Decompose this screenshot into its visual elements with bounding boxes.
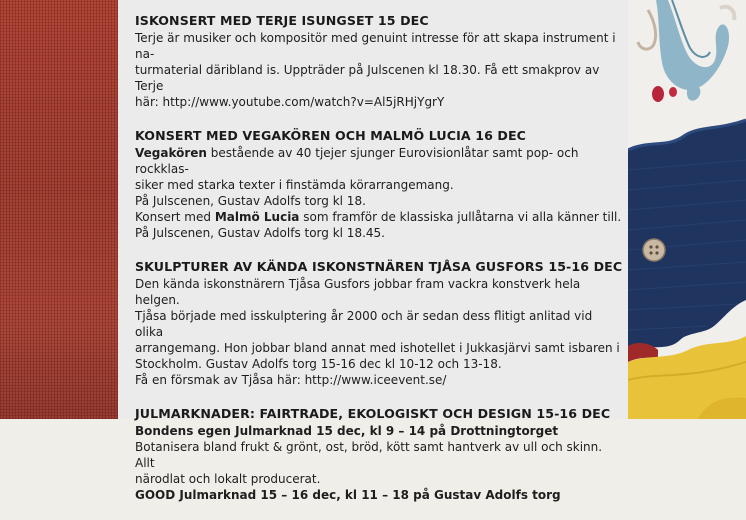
body-line: På Julscenen, Gustav Adolfs torg kl 18.45.	[135, 226, 385, 240]
subheading	[135, 423, 623, 439]
event-section	[135, 12, 623, 110]
body-text: Konsert med	[135, 210, 215, 224]
performer-name: Malmö Lucia	[214, 210, 300, 224]
section-heading: KONSERT MED VEGAKÖREN OCH MALMÖ LUCIA 16 DEC	[135, 128, 527, 143]
body-line: Den kända iskonstnärern Tjåsa Gusfors jobbar fram vackra konstverk hela helgen.	[135, 277, 581, 307]
market-title: GOOD Julmarknad 15 – 16 dec, kl 11 – 18 på Gustav Adolfs torg	[135, 488, 561, 502]
body-line-with-link[interactable]: Få en försmak av Tjåsa här: http://www.iceevent.se/	[135, 373, 447, 387]
body-line	[135, 145, 623, 177]
event-section	[135, 127, 623, 241]
section-heading: JULMARKNADER: FAIRTRADE, EKOLOGISKT OCH DESIGN 15-16 DEC	[135, 406, 611, 421]
collage-artwork	[628, 0, 746, 419]
event-section	[135, 258, 623, 388]
collage-artwork-svg	[628, 0, 746, 419]
body-line: Tjåsa började med isskulptering år 2000 och är sedan dess flitigt anlitad vid olika	[135, 309, 593, 339]
red-fabric-decoration	[0, 0, 118, 419]
body-text: som framför de klassiska jullåtarna vi alla känner till.	[299, 210, 622, 224]
body-line: På Julscenen, Gustav Adolfs torg kl 18.	[135, 194, 366, 208]
subheading	[135, 487, 623, 503]
body-line	[135, 209, 623, 225]
section-heading: ISKONSERT MED TERJE ISUNGSET 15 DEC	[135, 13, 429, 28]
section-heading: SKULPTURER AV KÄNDA ISKONSTNÄREN TJÅSA GUSFORS 15-16 DEC	[135, 259, 623, 274]
body-line: Terje är musiker och kompositör med genuint intresse för att skapa instrument i na-	[135, 31, 616, 61]
body-line: Stockholm. Gustav Adolfs torg 15-16 dec kl 10-12 och 13-18.	[135, 357, 502, 371]
body-line: siker med starka texter i finstämda körarrangemang.	[135, 178, 454, 192]
body-line: Botanisera bland frukt & grönt, ost, bröd, kött samt hantverk av ull och skinn. Allt	[135, 440, 603, 470]
body-line: turmaterial däribland is. Uppträder på Julscenen kl 18.30. Få ett smakprov av Terje	[135, 63, 600, 93]
market-title: Bondens egen Julmarknad 15 dec, kl 9 – 14 på Drottningtorget	[135, 424, 559, 438]
event-section	[135, 405, 623, 503]
body-line: arrangemang. Hon jobbar bland annat med ishotellet i Jukkasjärvi samt isbaren i	[135, 341, 620, 355]
body-line-with-link[interactable]: här: http://www.youtube.com/watch?v=Al5jRHjYgrY	[135, 95, 445, 109]
performer-name: Vegakören	[135, 146, 207, 160]
event-list	[135, 12, 623, 520]
body-line: närodlat och lokalt producerat.	[135, 472, 321, 486]
body-text: bestående av 40 tjejer sjunger Eurovisionlåtar samt pop- och rockklas-	[135, 146, 579, 176]
